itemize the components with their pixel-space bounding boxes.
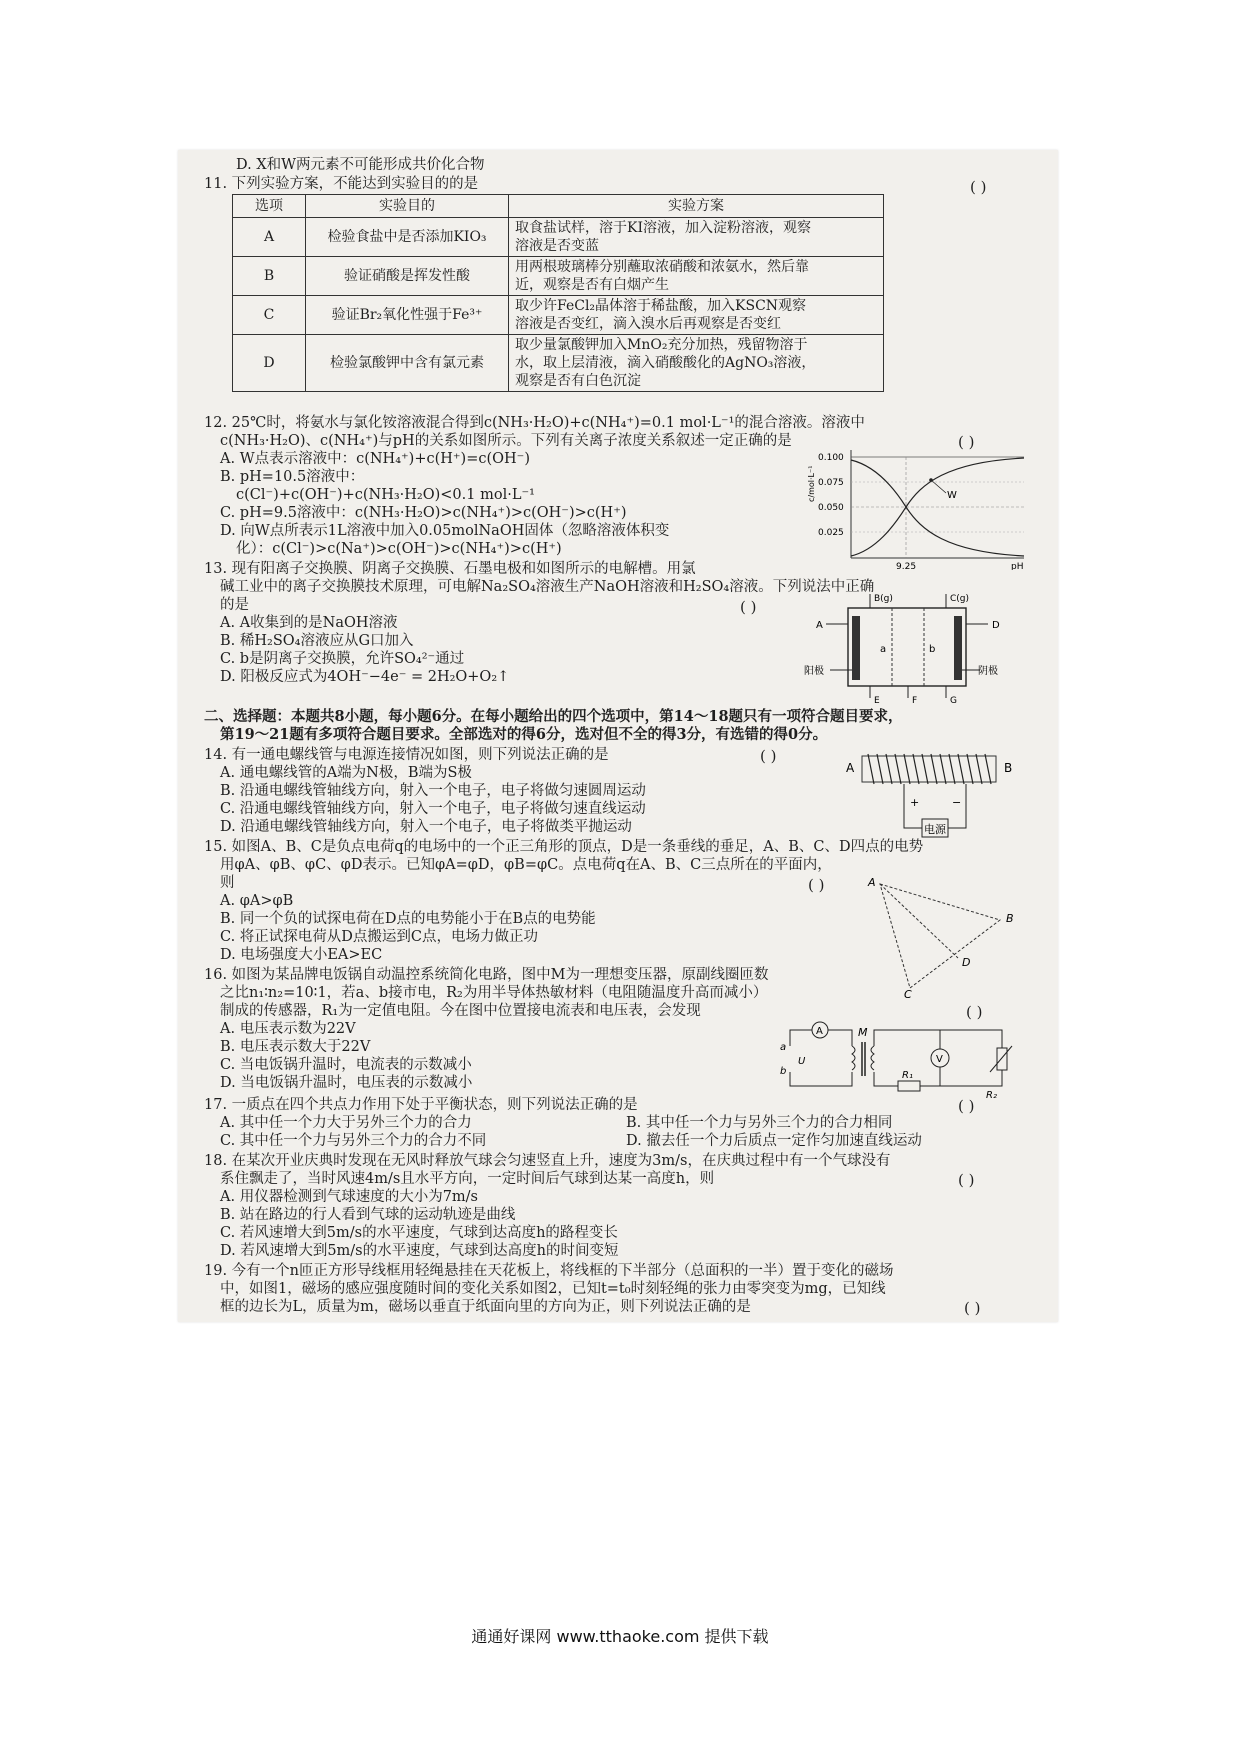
q15-line2: 用φA、φB、φC、φD表示。已知φA=φD，φB=φC。点电荷q在A、B、C三点所在的平面内，: [220, 857, 832, 873]
plan-line: 近，观察是否有白烟产生: [515, 277, 669, 293]
q12-line2: c(NH₃·H₂O)、c(NH₄⁺)与pH的关系如图所示。下列有关离子浓度关系叙述一定正确的是: [220, 433, 792, 449]
q18-option-a: A. 用仪器检测到气球速度的大小为7m/s: [220, 1189, 478, 1205]
row-purpose: 检验食盐中是否添加KIO₃: [306, 218, 509, 257]
resistor-r1: [898, 1081, 920, 1091]
cathode-label: 阴极: [978, 666, 998, 677]
q17-option-a: A. 其中任一个力大于另外三个力的合力: [220, 1115, 472, 1131]
q15-option-b: B. 同一个负的试探电荷在D点的电势能小于在B点的电势能: [220, 911, 596, 927]
outlet-c-label: C(g): [950, 594, 970, 604]
plan-line: 溶液是否变蓝: [515, 238, 599, 254]
q15-option-d: D. 电场强度大小EA>EC: [220, 947, 383, 963]
q11-stem: 11. 下列实验方案，不能达到实验目的的是: [204, 176, 479, 192]
q11-answer-paren: ( ): [970, 178, 987, 196]
q13-answer-paren: ( ): [740, 598, 757, 616]
ammeter-label: A: [816, 1026, 823, 1037]
q16-option-d: D. 当电饭锅升温时，电压表的示数减小: [220, 1075, 473, 1091]
row-plan: [509, 296, 884, 335]
row-plan: [509, 218, 884, 257]
q13-line3: 的是: [220, 597, 249, 613]
q10-option-d: D. X和W两元素不可能形成共价化合物: [236, 157, 485, 173]
q14-answer-paren: ( ): [760, 747, 777, 765]
equilateral-triangle: [880, 884, 1000, 988]
outlet-d-label: D: [992, 620, 1000, 631]
q12-answer-paren: ( ): [958, 433, 975, 451]
q15-line3: 则: [220, 875, 235, 891]
outlet-b-label: B(g): [874, 594, 893, 604]
secondary-coil: [871, 1046, 874, 1070]
q11-experiment-table: [232, 194, 884, 392]
row-purpose: 验证硝酸是挥发性酸: [306, 257, 509, 296]
row-option: A: [233, 218, 306, 257]
power-source-label: 电源: [924, 823, 946, 836]
q15-triangle-diagram: [860, 874, 1020, 1000]
anode-electrode: [852, 616, 860, 680]
q19-line2: 中，如图1，磁场的感应强度随时间的变化关系如图2，已知t=t₀时刻轻绳的张力由零突变为mg，已知线: [220, 1281, 886, 1297]
voltmeter-label: V: [936, 1054, 943, 1065]
q19-line1: 19. 今有一个n匝正方形导线框用轻绳悬挂在天花板上，将线框的下半部分（总面积的一半）置于变化的磁场: [204, 1263, 894, 1279]
q13-option-b: B. 稀H₂SO₄溶液应从G口加入: [220, 633, 414, 649]
primary-coil: [852, 1046, 855, 1070]
y-axis-label: c/mol·L⁻¹: [807, 465, 816, 502]
voltage-u-label: U: [798, 1056, 806, 1067]
q13-option-a: A. A收集到的是NaOH溶液: [220, 615, 398, 631]
row-plan: [509, 257, 884, 296]
q12-option-b-cont: c(Cl⁻)+c(OH⁻)+c(NH₃·H₂O)<0.1 mol·L⁻¹: [236, 487, 535, 503]
q16-option-a: A. 电压表示数为22V: [220, 1021, 356, 1037]
q12-line1: 12. 25℃时，将氨水与氯化铵溶液混合得到c(NH₃·H₂O)+c(NH₄⁺)=0.1 mol·L⁻¹的混合溶液。溶液中: [204, 415, 865, 431]
row-purpose: 检验氯酸钾中含有氯元素: [306, 335, 509, 392]
primary-wire-bottom: [790, 1072, 852, 1086]
q19-line3: 框的边长为L，质量为m，磁场以垂直于纸面向里的方向为正，则下列说法正确的是: [220, 1299, 751, 1315]
q13-line1: 13. 现有阳离子交换膜、阴离子交换膜、石墨电极和如图所示的电解槽。用氯: [204, 561, 696, 577]
anode-label: 阳极: [804, 666, 824, 677]
transformer-m-label: M: [858, 1026, 868, 1039]
table-row: [233, 218, 884, 257]
header-purpose: 实验目的: [306, 195, 509, 218]
q18-line1: 18. 在某次开业庆典时发现在无风时释放气球会匀速竖直上升，速度为3m/s，在庆典过程中有一个气球没有: [204, 1153, 891, 1169]
plan-line: 取少许FeCl₂晶体溶于稀盐酸，加入KSCN观察: [515, 298, 807, 314]
q18-line2: 系住飘走了，当时风速4m/s且水平方向，一定时间后气球到达某一高度h，则: [220, 1171, 715, 1187]
table-row: [233, 296, 884, 335]
table-row: [233, 335, 884, 392]
q12-option-b: B. pH=10.5溶液中：: [220, 469, 365, 485]
end-a-label: A: [846, 761, 855, 775]
cathode-electrode: [954, 616, 962, 680]
q12-concentration-ph-graph: [806, 448, 1036, 570]
q17-option-b: B. 其中任一个力与另外三个力的合力相同: [626, 1115, 893, 1131]
q15-option-c: C. 将正试探电荷从D点搬运到C点，电场力做正功: [220, 929, 539, 945]
q12-option-a: A. W点表示溶液中：c(NH₄⁺)+c(H⁺)=c(OH⁻): [220, 451, 530, 467]
q15-line1: 15. 如图A、B、C是负点电荷q的电场中的一个正三角形的顶点，D是一条垂线的垂足，A、B、C、D四点的电势: [204, 839, 924, 855]
q17-answer-paren: ( ): [958, 1097, 975, 1115]
q18-option-b: B. 站在路边的行人看到气球的运动轨迹是曲线: [220, 1207, 516, 1223]
plus-terminal: +: [910, 796, 920, 809]
q16-circuit-diagram: [776, 1020, 1016, 1100]
inlet-e-label: E: [874, 696, 880, 706]
row-purpose: 验证Br₂氧化性强于Fe³⁺: [306, 296, 509, 335]
plan-line: 用两根玻璃棒分别蘸取浓硝酸和浓氨水，然后靠: [515, 259, 809, 275]
vertex-a-label: A: [868, 876, 876, 889]
footer-source-note: 通通好课网 www.tthaoke.com 提供下载: [471, 1627, 769, 1646]
row-option: D: [233, 335, 306, 392]
q12-option-c: C. pH=9.5溶液中：c(NH₃·H₂O)>c(NH₄⁺)>c(OH⁻)>c(H⁺): [220, 505, 627, 521]
q13-line2: 碱工业中的离子交换膜技术原理，可电解Na₂SO₄溶液生产NaOH溶液和H₂SO₄溶液。下列说法中正确: [220, 579, 875, 595]
q14-option-a: A. 通电螺线管的A端为N极，B端为S极: [220, 765, 472, 781]
y-tick: 0.025: [818, 528, 844, 538]
q15-answer-paren: ( ): [808, 876, 825, 894]
section2-instructions-line1: 二、选择题：本题共8小题，每小题6分。在每小题给出的四个选项中，第14～18题只有一项符合题目要求，: [204, 708, 903, 725]
q14-option-d: D. 沿通电螺线管轴线方向，射入一个电子，电子将做类平抛运动: [220, 819, 632, 835]
q17-option-d: D. 撤去任一个力后质点一定作匀加速直线运动: [626, 1133, 922, 1149]
q19-answer-paren: ( ): [964, 1299, 981, 1317]
r1-label: R₁: [902, 1070, 913, 1081]
q14-option-b: B. 沿通电螺线管轴线方向，射入一个电子，电子将做匀速圆周运动: [220, 783, 646, 799]
header-plan: 实验方案: [509, 195, 884, 218]
q18-option-c: C. 若风速增大到5m/s的水平速度，气球到达高度h的路程变长: [220, 1225, 618, 1241]
y-tick: 0.075: [818, 478, 844, 488]
table-header-row: [233, 195, 884, 218]
q16-answer-paren: ( ): [966, 1003, 983, 1021]
q17-option-c: C. 其中任一个力与另外三个力的合力不同: [220, 1133, 487, 1149]
solenoid-coil: [868, 754, 991, 784]
q13-option-c: C. b是阴离子交换膜，允许SO₄²⁻通过: [220, 651, 465, 667]
q12-option-d: D. 向W点所表示1L溶液中加入0.05molNaOH固体（忽略溶液体积变: [220, 523, 670, 539]
plan-line: 水，取上层清液，滴入硝酸酸化的AgNO₃溶液，: [515, 355, 816, 371]
q16-line3: 制成的传感器，R₁为一定值电阻。今在图中位置接电流表和电压表，会发现: [220, 1003, 701, 1019]
table-row: [233, 257, 884, 296]
q13-option-d: D. 阳极反应式为4OH⁻−4e⁻ = 2H₂O+O₂↑: [220, 669, 510, 685]
row-option: C: [233, 296, 306, 335]
terminal-a-label: a: [780, 1042, 787, 1053]
vertex-c-label: C: [904, 988, 912, 1000]
q16-line1: 16. 如图为某品牌电饭锅自动温控系统简化电路，图中M为一理想变压器，原副线圈匝数: [204, 967, 769, 983]
y-tick: 0.100: [818, 453, 844, 463]
plan-line: 取食盐试样，溶于KI溶液，加入淀粉溶液，观察: [515, 220, 811, 236]
plan-line: 观察是否有白色沉淀: [515, 373, 641, 389]
membrane-b-label: b: [929, 644, 936, 655]
inlet-g-label: G: [950, 696, 957, 706]
q15-option-a: A. φA>φB: [220, 893, 294, 909]
q16-option-c: C. 当电饭锅升温时，电流表的示数减小: [220, 1057, 472, 1073]
plan-line: 取少量氯酸钾加入MnO₂充分加热，残留物溶于: [515, 337, 808, 353]
minus-terminal: −: [952, 796, 962, 809]
r2-label: R₂: [986, 1090, 997, 1100]
plan-line: 溶液是否变红，滴入溴水后再观察是否变红: [515, 316, 781, 332]
terminal-b-label: b: [780, 1066, 787, 1077]
q14-option-c: C. 沿通电螺线管轴线方向，射入一个电子，电子将做匀速直线运动: [220, 801, 646, 817]
q17-stem: 17. 一质点在四个共点力作用下处于平衡状态，则下列说法正确的是: [204, 1097, 638, 1113]
q13-electrolysis-cell-diagram: [800, 590, 1010, 706]
row-plan: [509, 335, 884, 392]
q12-option-d-cont: 化）：c(Cl⁻)>c(Na⁺)>c(OH⁻)>c(NH₄⁺)>c(H⁺): [236, 541, 562, 557]
q16-option-b: B. 电压表示数大于22V: [220, 1039, 371, 1055]
membrane-a-label: a: [880, 644, 887, 655]
q14-solenoid-diagram: [844, 746, 1020, 842]
perpendicular-line: [880, 884, 958, 958]
w-label: W: [947, 490, 957, 501]
row-option: B: [233, 257, 306, 296]
y-tick: 0.050: [818, 503, 844, 513]
x-axis-label: pH: [1011, 562, 1024, 570]
cell-outline: [848, 608, 966, 686]
q18-option-d: D. 若风速增大到5m/s的水平速度，气球到达高度h的时间变短: [220, 1243, 619, 1259]
inlet-f-label: F: [912, 696, 918, 706]
outlet-a-label: A: [816, 620, 823, 631]
q14-stem: 14. 有一通电螺线管与电源连接情况如图，则下列说法正确的是: [204, 747, 609, 763]
end-b-label: B: [1004, 761, 1013, 775]
section2-instructions-line2: 第19～21题有多项符合题目要求。全部选对的得6分，选对但不全的得3分，有选错的得0分。: [220, 726, 828, 743]
x-tick: 9.25: [896, 562, 917, 570]
q16-line2: 之比n₁∶n₂=10∶1，若a、b接市电，R₂为用半导体热敏材料（电阻随温度升高而减小）: [220, 985, 768, 1001]
thermistor-r2: [997, 1048, 1007, 1070]
vertex-b-label: B: [1006, 912, 1014, 925]
q18-answer-paren: ( ): [958, 1171, 975, 1189]
header-option: 选项: [233, 195, 306, 218]
foot-d-label: D: [962, 956, 971, 969]
